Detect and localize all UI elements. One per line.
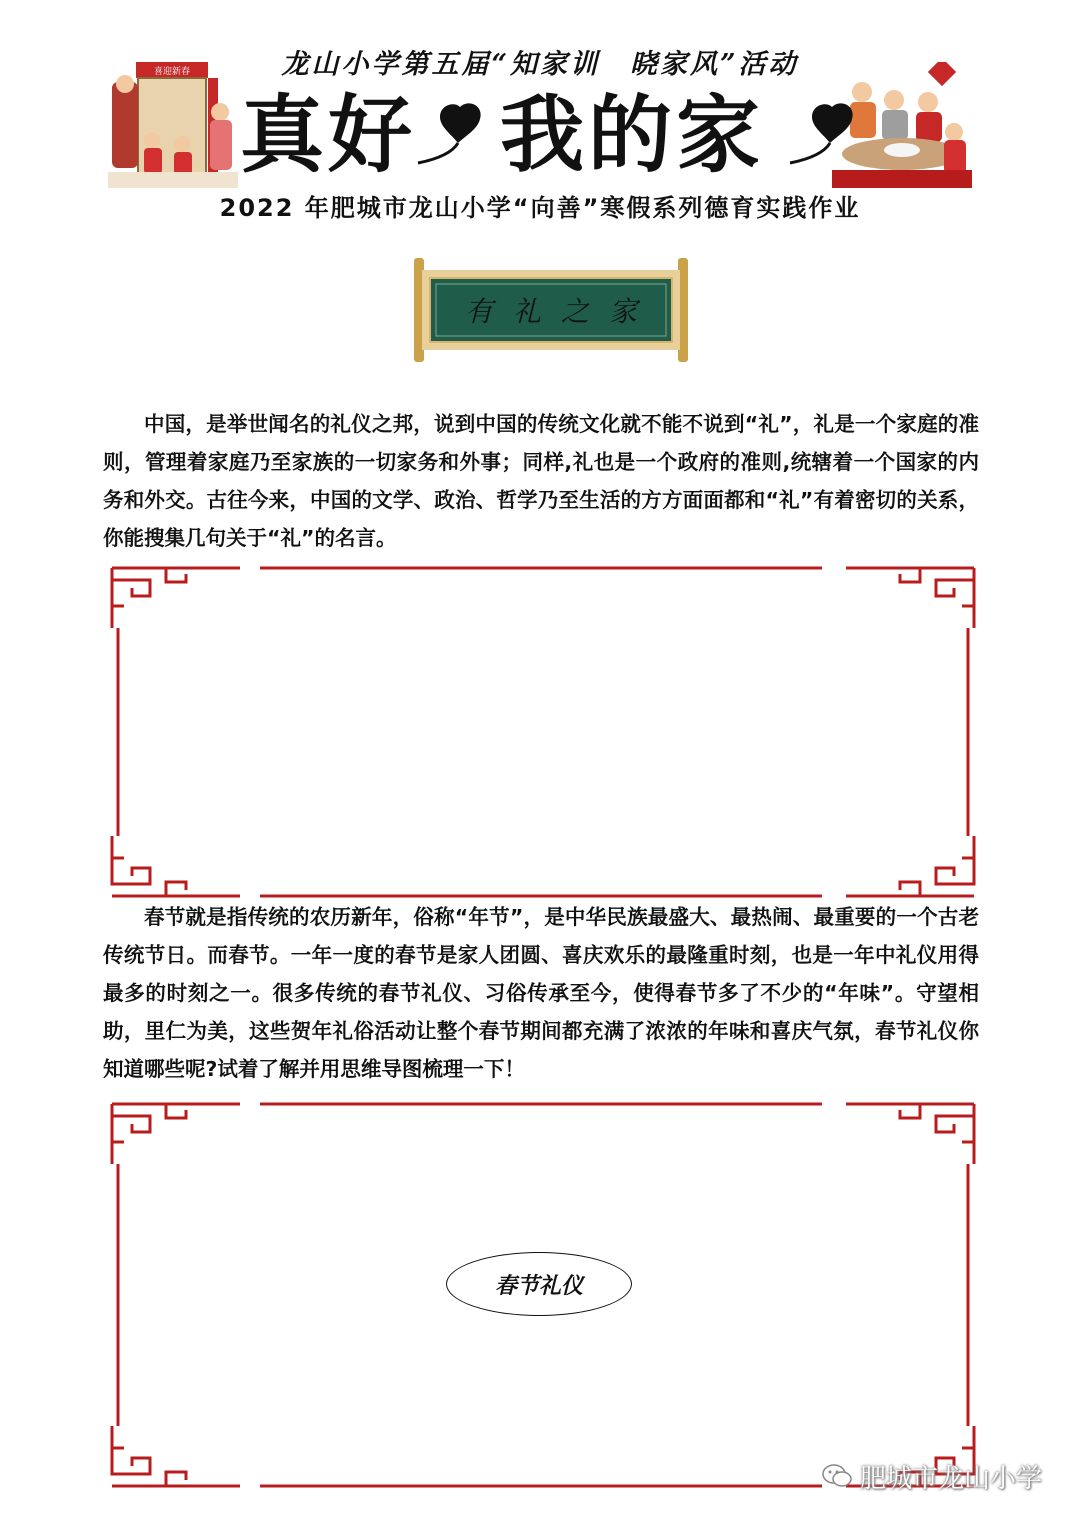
badge-char: 之: [554, 289, 596, 331]
homework-subtitle: 2022 年肥城市龙山小学“向善”寒假系列德育实践作业: [219, 194, 861, 222]
section-badge: [410, 256, 692, 364]
banner-title: [240, 85, 840, 185]
heart-balloon-icon: [780, 101, 860, 171]
spring-festival-paragraph: 春节就是指传统的农历新年，俗称“年节”，是中华民族最盛大、最热闹、最重要的一个古老传统节日。而春节。一年一度的春节是家人团圆、喜庆欢乐的最隆重时刻，也是一年中礼仪用得最多的时刻之一。很多传统的春节礼仪、习俗传承至今，使得春节多了不少的“年味”。守望相助，里仁为美，这些贺年礼俗活动让整个春节期间都充满了浓浓的年味和喜庆气氛，春节礼仪你知道哪些呢?试着了解并用思维导图梳理一下！: [103, 905, 979, 1081]
section-badge-label: [410, 284, 692, 336]
watermark-text: 肥城市龙山小学: [860, 1463, 1043, 1494]
quotes-answer-frame[interactable]: [110, 566, 976, 898]
banner-title-left: 真好: [240, 86, 417, 184]
badge-char: 礼: [506, 289, 548, 331]
heart-balloon-icon: [408, 101, 488, 171]
badge-char: 有: [458, 289, 500, 331]
source-watermark: [822, 1458, 1062, 1494]
event-title: 龙山小学第五届“知家训 晓家风”活动: [281, 49, 799, 80]
wechat-icon: [822, 1463, 852, 1489]
etiquette-intro-paragraph: 中国，是举世闻名的礼仪之邦，说到中国的传统文化就不能不说到“礼”，礼是一个家庭的准则，管理着家庭乃至家族的一切家务和外事；同样,礼也是一个政府的准则,统辖着一个国家的内务和外交。古往今来，中国的文学、政治、哲学乃至生活的方方面面都和“礼”有着密切的关系，你能搜集几句关于“礼”的名言。: [103, 412, 979, 550]
mindmap-center-node: 春节礼仪: [446, 1252, 632, 1316]
badge-char: 家: [602, 289, 644, 331]
poster-text: 喜迎新春: [153, 67, 191, 77]
banner-title-right: 我的家: [500, 86, 765, 184]
family-couplet-illustration: [108, 62, 238, 188]
